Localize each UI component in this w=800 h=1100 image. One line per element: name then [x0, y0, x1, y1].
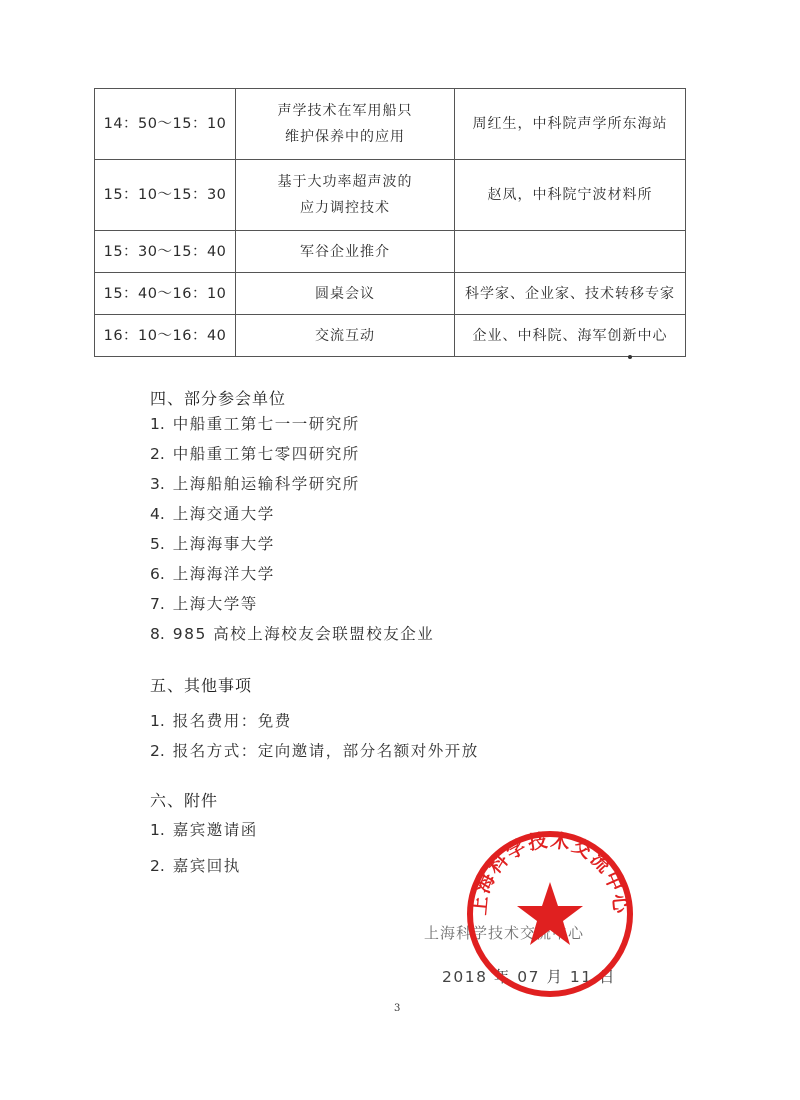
table-row	[95, 160, 686, 231]
section-heading-other-matters: 五、其他事项	[150, 676, 253, 695]
list-item	[150, 409, 434, 439]
list-item	[150, 736, 479, 766]
list-item	[150, 619, 434, 649]
item-text: 中船重工第七一一研究所	[172, 415, 360, 433]
attachments-list	[150, 815, 258, 881]
topic-cell: 圆桌会议	[236, 273, 455, 315]
topic-line: 维护保养中的应用	[285, 129, 405, 145]
speaker-cell	[455, 231, 686, 273]
section-heading-attendees: 四、部分参会单位	[150, 389, 287, 408]
speaker-cell: 科学家、企业家、技术转移专家	[455, 273, 686, 315]
list-item	[150, 469, 434, 499]
list-item	[150, 589, 434, 619]
section-heading-attachments: 六、附件	[150, 791, 219, 810]
item-text: 嘉宾邀请函	[172, 821, 258, 839]
table-row	[95, 315, 686, 357]
signing-date: 2018 年 07 月 11 日	[442, 968, 617, 986]
page-number: 3	[394, 1003, 401, 1014]
table-row	[95, 231, 686, 273]
item-number: 2.	[150, 445, 165, 463]
item-number: 2.	[150, 742, 165, 760]
time-cell: 15：10～15：30	[95, 160, 236, 231]
item-number: 3.	[150, 475, 165, 493]
time-cell: 15：40～16：10	[95, 273, 236, 315]
time-cell: 14：50～15：10	[95, 89, 236, 160]
attendee-list	[150, 409, 434, 649]
time-cell: 16：10～16：40	[95, 315, 236, 357]
list-item	[150, 851, 258, 881]
topic-line: 基于大功率超声波的	[277, 174, 413, 190]
other-matters-list	[150, 706, 479, 766]
item-number: 1.	[150, 415, 165, 433]
item-number: 5.	[150, 535, 165, 553]
list-item	[150, 529, 434, 559]
table-row	[95, 273, 686, 315]
item-number: 1.	[150, 712, 165, 730]
item-text: 报名费用：免费	[172, 712, 292, 730]
item-number: 1.	[150, 821, 165, 839]
item-number: 2.	[150, 857, 165, 875]
topic-cell	[236, 89, 455, 160]
topic-line: 应力调控技术	[300, 200, 390, 216]
item-text: 嘉宾回执	[172, 857, 241, 875]
speaker-cell: 企业、中科院、海军创新中心	[455, 315, 686, 357]
speaker-cell: 赵凤，中科院宁波材料所	[455, 160, 686, 231]
scan-speck	[628, 355, 632, 359]
topic-cell	[236, 160, 455, 231]
speaker-cell: 周红生，中科院声学所东海站	[455, 89, 686, 160]
item-text: 报名方式：定向邀请，部分名额对外开放	[172, 742, 479, 760]
item-text: 上海海事大学	[172, 535, 275, 553]
topic-cell: 交流互动	[236, 315, 455, 357]
time-cell: 15：30～15：40	[95, 231, 236, 273]
item-number: 4.	[150, 505, 165, 523]
item-text: 上海海洋大学	[172, 565, 275, 583]
item-number: 8.	[150, 625, 165, 643]
list-item	[150, 499, 434, 529]
item-number: 7.	[150, 595, 165, 613]
item-text: 上海大学等	[172, 595, 258, 613]
list-item	[150, 559, 434, 589]
item-number: 6.	[150, 565, 165, 583]
topic-cell: 军谷企业推介	[236, 231, 455, 273]
list-item	[150, 815, 258, 851]
seal-arc-text: 上海科学技术交流中心	[468, 829, 632, 917]
table-row	[95, 89, 686, 160]
item-text: 中船重工第七零四研究所	[172, 445, 360, 463]
list-item	[150, 706, 479, 736]
schedule-table	[94, 88, 686, 357]
topic-line: 声学技术在军用船只	[277, 103, 413, 119]
item-text: 上海交通大学	[172, 505, 275, 523]
official-seal-icon	[462, 826, 638, 1002]
seal-star-icon	[517, 882, 583, 945]
item-text: 985 高校上海校友会联盟校友企业	[172, 625, 435, 643]
item-text: 上海船舶运输科学研究所	[172, 475, 360, 493]
list-item	[150, 439, 434, 469]
signing-organization: 上海科学技术交流中心	[424, 924, 585, 942]
